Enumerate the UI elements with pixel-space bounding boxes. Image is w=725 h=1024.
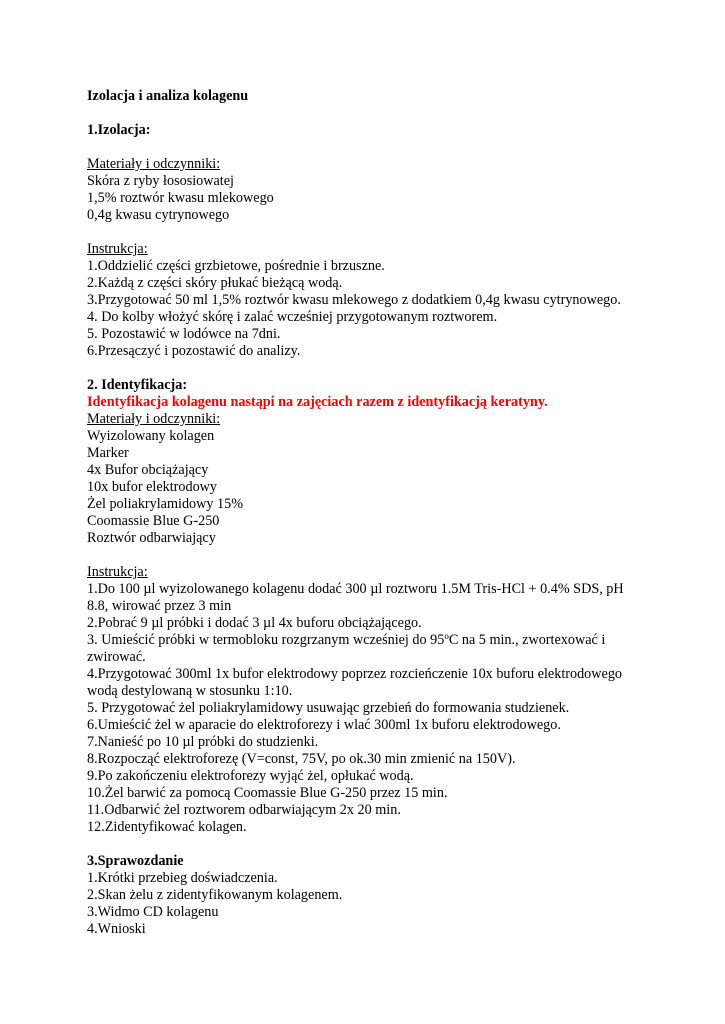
material-item: 4x Bufor obciążający bbox=[87, 462, 209, 478]
material-item: Coomassie Blue G-250 bbox=[87, 513, 220, 529]
instruction-step: 6.Przesączyć i pozostawić do analizy. bbox=[87, 343, 301, 359]
instruction-step: 9.Po zakończeniu elektroforezy wyjąć żel, opłukać wodą. bbox=[87, 768, 414, 784]
document-page bbox=[87, 88, 647, 938]
section1-instructions-heading: Instrukcja: bbox=[87, 241, 148, 257]
report-item: 3.Widmo CD kolagenu bbox=[87, 904, 219, 920]
report-item: 2.Skan żelu z zidentyfikowanym kolagenem. bbox=[87, 887, 343, 903]
material-item: 1,5% roztwór kwasu mlekowego bbox=[87, 190, 274, 206]
material-item: 10x bufor elektrodowy bbox=[87, 479, 218, 495]
instruction-step: 11.Odbarwić żel roztworem odbarwiającym 2x 20 min. bbox=[87, 802, 401, 818]
instruction-step: 5. Przygotować żel poliakrylamidowy usuwając grzebień do formowania studzienek. bbox=[87, 700, 570, 716]
material-item: Żel poliakrylamidowy 15% bbox=[87, 496, 244, 512]
instruction-step: 3.Przygotować 50 ml 1,5% roztwór kwasu mlekowego z dodatkiem 0,4g kwasu cytrynowego. bbox=[87, 292, 621, 308]
instruction-step: 4. Do kolby włożyć skórę i zalać wcześniej przygotowanym roztworem. bbox=[87, 309, 498, 325]
instruction-step: 1.Oddzielić części grzbietowe, pośrednie i brzuszne. bbox=[87, 258, 385, 274]
section2-note: Identyfikacja kolagenu nastąpi na zajęciach razem z identyfikacją keratyny. bbox=[87, 394, 548, 410]
section2-instructions-heading: Instrukcja: bbox=[87, 564, 148, 580]
section1-heading: 1.Izolacja: bbox=[87, 122, 151, 138]
instruction-step: 2.Pobrać 9 µl próbki i dodać 3 µl 4x buforu obciążającego. bbox=[87, 615, 422, 631]
instruction-step: 6.Umieścić żel w aparacie do elektroforezy i wlać 300ml 1x buforu elektrodowego. bbox=[87, 717, 561, 733]
section2-heading: 2. Identyfikacja: bbox=[87, 377, 188, 393]
instruction-step: 12.Zidentyfikować kolagen. bbox=[87, 819, 247, 835]
instruction-step: 8.Rozpocząć elektroforezę (V=const, 75V, po ok.30 min zmienić na 150V). bbox=[87, 751, 516, 767]
section1-materials-heading: Materiały i odczynniki: bbox=[87, 156, 221, 172]
instruction-step bbox=[87, 632, 647, 666]
section3-heading: 3.Sprawozdanie bbox=[87, 853, 184, 869]
instruction-step: 1.Do 100 µl wyizolowanego kolagenu dodać 300 µl roztworu 1.5M Tris-HCl + 0.4% SDS, pH 8.8, wirować przez 3 min bbox=[87, 581, 624, 614]
material-item: Wyizolowany kolagen bbox=[87, 428, 215, 444]
section2-materials-heading: Materiały i odczynniki: bbox=[87, 411, 221, 427]
instruction-step: 5. Pozostawić w lodówce na 7dni. bbox=[87, 326, 281, 342]
material-item: Skóra z ryby łososiowatej bbox=[87, 173, 234, 189]
material-item: Roztwór odbarwiający bbox=[87, 530, 216, 546]
step3-text-end: C na 5 min., zwortexować i zwirować. bbox=[87, 632, 606, 665]
instruction-step: 2.Każdą z części skóry płukać bieżącą wodą. bbox=[87, 275, 343, 291]
report-item: 4.Wnioski bbox=[87, 921, 146, 937]
step3-text-start: 3. Umieścić próbki w termobloku rozgrzanym wcześniej do 95 bbox=[87, 632, 445, 648]
degree-superscript: o bbox=[444, 631, 449, 641]
material-item: 0,4g kwasu cytrynowego bbox=[87, 207, 230, 223]
instruction-step: 10.Żel barwić za pomocą Coomassie Blue G-250 przez 15 min. bbox=[87, 785, 448, 801]
document-title: Izolacja i analiza kolagenu bbox=[87, 88, 249, 104]
report-item: 1.Krótki przebieg doświadczenia. bbox=[87, 870, 278, 886]
instruction-step: 7.Nanieść po 10 µl próbki do studzienki. bbox=[87, 734, 319, 750]
material-item: Marker bbox=[87, 445, 129, 461]
instruction-step: 4.Przygotować 300ml 1x bufor elektrodowy poprzez rozcieńczenie 10x buforu elektrodowego wodą destylowaną w stosunku 1:10. bbox=[87, 666, 623, 699]
